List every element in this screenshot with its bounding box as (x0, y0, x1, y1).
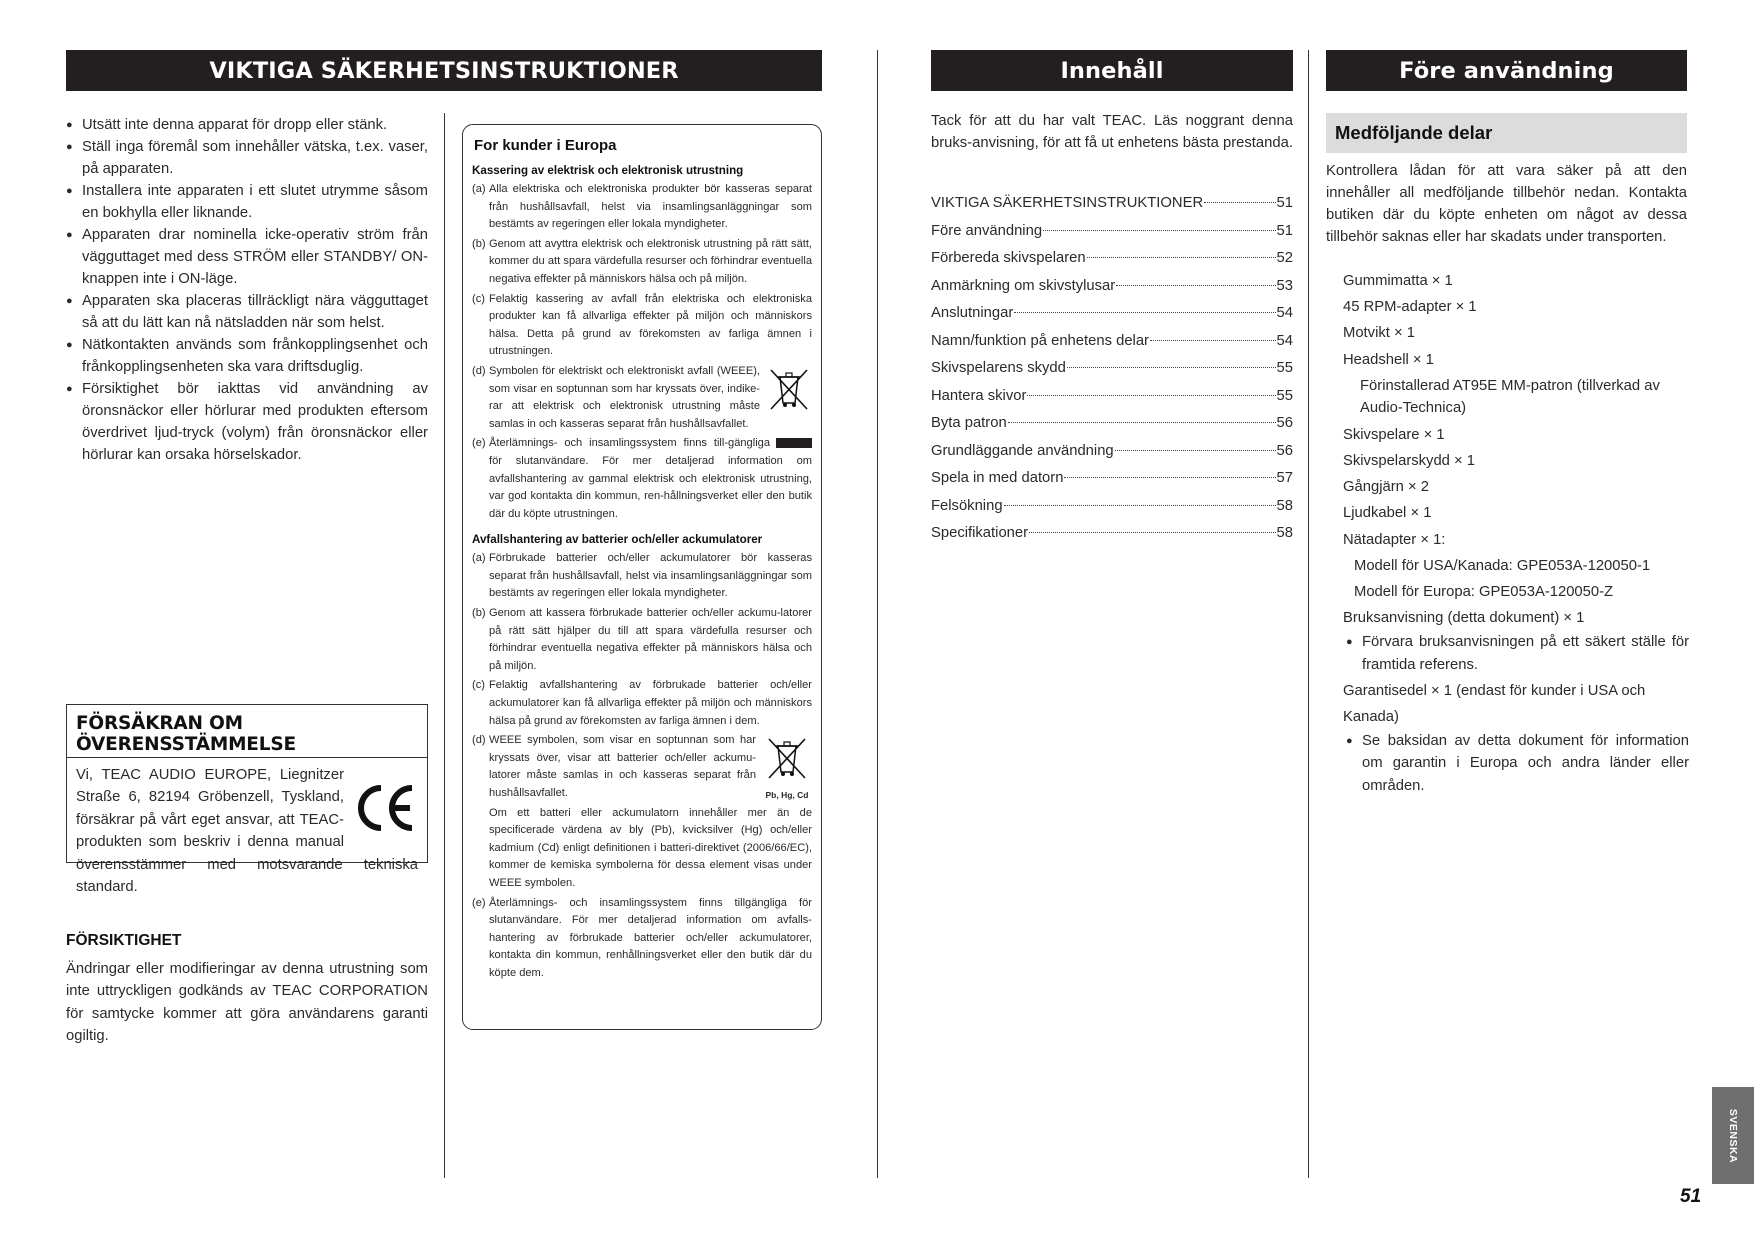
table-of-contents (931, 195, 1293, 553)
battery-symbol (762, 734, 812, 804)
conformity-text: Vi, TEAC AUDIO EUROPE, Liegnitzer Straße 6, 82194 Gröbenzell, Tyskland, försäkrar på vårt eget ansvar, att TEAC-produkten som beskriv i denna manual överensstämmer med motsvarande tekniska standard. (76, 767, 418, 896)
toc-entry[interactable]: Grundläggande användning 56 (931, 442, 1293, 459)
toc-entry[interactable]: Hantera skivor 55 (931, 387, 1293, 404)
list-item: (d) Symbolen för elektriskt och elektroniskt avfall (WEEE), som visar en soptunnan som har kryssats över, indike-rar att elektrisk och elektronisk utrustning måste samlas in och kasseras separat från hushållsavfallet. (472, 363, 812, 433)
safety-bullet-list (66, 114, 428, 466)
column-divider (444, 113, 445, 1178)
list-item: (c) Felaktig kassering av avfall från elektriska och elektroniska produkter kan få allvarliga effekter på miljön och människors hälsa. Detta på grund av förekomsten av farliga ämnen i utrustningen. (472, 292, 812, 358)
toc-entry[interactable]: Byta patron 56 (931, 415, 1293, 431)
list-item: ● Se baksidan av detta dokument för information om garantin i Europa och andra länder eller områden. (1346, 730, 1689, 797)
included-parts-list (1343, 268, 1689, 797)
toc-entry[interactable]: Felsökning 58 (931, 497, 1293, 514)
list-item: Gummimatta × 1 (1343, 273, 1453, 289)
list-item: ● Nätkontakten används som frånkopplingsenhet och frånkopplingsenheten ska vara driftsduglig. (66, 334, 428, 378)
list-item: Om ett batteri eller ackumulatorn innehåller mer än de specificerade värdena av bly (Pb), kvicksilver (Hg) och/eller kadmium (Cd) enligt definitionen i batteri-direktivet (2006/66/EC), kommer de kemiska symbolerna för dessa element visas under WEEE symbolen. (489, 806, 812, 889)
list-item: Gångjärn × 2 (1343, 479, 1429, 496)
conformity-rule (67, 757, 427, 758)
before-use-banner: Före användning (1326, 50, 1687, 91)
language-tab: SVENSKA (1712, 1087, 1754, 1184)
crossed-bin-icon (764, 734, 810, 780)
before-use-intro: Kontrollera lådan för att vara säker på att den innehåller all medföljande tillbehör nedan. Kontakta butiken där du köpte enheten om något av dessa tillbehör saknas eller har skadats under transporten. (1326, 163, 1687, 245)
list-item: ● Apparaten ska placeras tillräckligt nära vägguttaget så att du lätt kan nå nätsladden när som helst. (66, 290, 428, 334)
conformity-box (66, 704, 428, 896)
list-item: ● Förvara bruksanvisningen på ett säkert ställe för framtida referens. (1346, 631, 1689, 675)
list-item: Headshell × 1 (1343, 351, 1434, 368)
list-item: Skivspelare × 1 (1343, 426, 1445, 443)
list-item: ● Utsätt inte denna apparat för dropp eller stänk. (66, 114, 428, 136)
solid-bar-icon (776, 438, 812, 448)
list-item: 45 RPM-adapter × 1 (1343, 299, 1477, 316)
list-item: ● Installera inte apparaten i ett slutet utrymme såsom en bokhylla eller liknande. (66, 180, 428, 224)
list-item: Motvikt × 1 (1343, 325, 1415, 342)
list-item: (a) Förbrukade batterier och/eller ackumulatorer bör kasseras separat från hushållsavfall, helst via insamlingsanläggningar som bestämts av regeringen eller lokala myndigheter. (472, 552, 812, 600)
list-item: ● Försiktighet bör iakttas vid användning av öronsnäckor eller hörlurar med produkten eftersom överdrivet ljud-tryck (volym) från öronsnäckor eller hörlurar kan orsaka hörselskador. (66, 378, 428, 466)
list-item: Skivspelarskydd × 1 (1343, 453, 1476, 470)
toc-entry[interactable]: Namn/funktion på enhetens delar 54 (931, 332, 1293, 349)
ce-mark-icon (354, 782, 416, 834)
list-item: Modell för USA/Kanada: GPE053A-120050-1 (1354, 557, 1651, 574)
list-item: Bruksanvisning (detta dokument) × 1 (1343, 610, 1585, 627)
page-divider (877, 50, 878, 1178)
caution-section (66, 932, 428, 1048)
crossed-bin-icon (766, 365, 812, 411)
list-item: Förinstallerad AT95E MM-patron (tillverkad av Audio-Technica) (1360, 377, 1660, 416)
list-item: (d) Pb, Hg, Cd WEEE symbolen, som visar en soptunnan som har kryssats över, visar att batterier och/eller ackumu-latorer måste samlas in och kasseras separat från hushållsavfallet. (472, 732, 812, 802)
included-parts-heading: Medföljande delar (1326, 113, 1687, 153)
toc-entry[interactable]: Spela in med datorn 57 (931, 470, 1293, 486)
list-item: Modell för Europa: GPE053A-120050-Z (1354, 584, 1614, 601)
toc-entry[interactable]: Skivspelarens skydd 55 (931, 360, 1293, 376)
battery-section-title: Avfallshantering av batterier och/eller ackumulatorer (472, 533, 763, 547)
safety-banner: VIKTIGA SÄKERHETSINSTRUKTIONER (66, 50, 822, 91)
weee-section-title: Kassering av elektrisk och elektronisk utrustning (472, 164, 744, 177)
list-item: (b) Genom att kassera förbrukade batterier och/eller ackumu-latorer på rätt sätt hjälper du till att spara värdefulla resurser och förhindrar eventuella negativa effekter på människors hälsa och på miljön. (472, 607, 812, 672)
europe-box (462, 124, 822, 1030)
caution-title: FÖRSIKTIGHET (66, 932, 182, 949)
conformity-title: FÖRSÄKRAN OM ÖVERENSSTÄMMELSE (76, 713, 296, 755)
toc-entry[interactable]: Före användning 51 (931, 222, 1293, 239)
toc-entry[interactable]: Förbereda skivspelaren 52 (931, 250, 1293, 266)
contents-intro: Tack för att du har valt TEAC. Läs noggrant denna bruks-anvisning, för att få ut enhetens bästa prestanda. (931, 113, 1293, 152)
toc-entry[interactable]: Anmärkning om skivstylusar 53 (931, 277, 1293, 294)
list-item: Ljudkabel × 1 (1343, 505, 1432, 522)
list-item: (e) Återlämnings- och insamlingssystem finns till-gängliga för slutanvändare. För mer detaljerad information om avfallshantering av gammal elektrisk och elektronisk utrustning, var god kontakta din kommun, ren-hållningsverket eller den butik där du köpte utrustningen. (472, 437, 812, 520)
column-divider (1308, 50, 1309, 1178)
weee-list (472, 181, 812, 523)
battery-list (472, 550, 812, 982)
list-item: Garantisedel × 1 (endast för kunder i USA och Kanada) (1343, 682, 1646, 726)
contents-banner: Innehåll (931, 50, 1293, 91)
toc-entry[interactable]: VIKTIGA SÄKERHETSINSTRUKTIONER 51 (931, 195, 1293, 211)
chemical-symbols: Pb, Hg, Cd (765, 789, 809, 800)
list-item: (e) Återlämnings- och insamlingssystem finns tillgängliga för slutanvändare. För mer detaljerad information om avfalls-hantering av förbrukade batterier och/eller ackumulatorer, kontakta din kommun, renhållningsverket eller den butik där du köpte dem. (472, 896, 812, 979)
europe-box-title: For kunder i Europa (474, 137, 617, 154)
list-item: ● Apparaten drar nominella icke-operativ ström från vägguttaget med dess STRÖM eller STANDBY/ ON-knappen inte i ON-läge. (66, 224, 428, 290)
toc-entry[interactable]: Anslutningar 54 (931, 305, 1293, 321)
page-number: 51 (1680, 1186, 1702, 1207)
caution-text: Ändringar eller modifieringar av denna utrustning som inte uttryckligen godkänds av TEAC CORPORATION för samtycke kommer att göra användarens garanti ogiltig. (66, 961, 428, 1045)
list-item: (c) Felaktig avfallshantering av förbrukade batterier och/eller ackumulatorer kan få allvarliga effekter på miljön och människors hälsa på grund av förekomsten av farliga ämnen i dem. (472, 679, 812, 727)
list-item: (a) Alla elektriska och elektroniska produkter bör kasseras separat från hushållsavfall, helst via insamlingsanläggningar som bestämts av regeringen eller lokala myndigheter. (472, 183, 812, 231)
list-item: ● Ställ inga föremål som innehåller vätska, t.ex. vaser, på apparaten. (66, 136, 428, 180)
list-item: Nätadapter × 1: (1343, 531, 1446, 548)
toc-entry[interactable]: Specifikationer 58 (931, 525, 1293, 541)
list-item: (b) Genom att avyttra elektrisk och elektronisk utrustning på rätt sätt, kommer du att spara värdefulla resurser och förhindrar eventuella negativa effekter på människors hälsa och på miljön. (472, 237, 812, 285)
